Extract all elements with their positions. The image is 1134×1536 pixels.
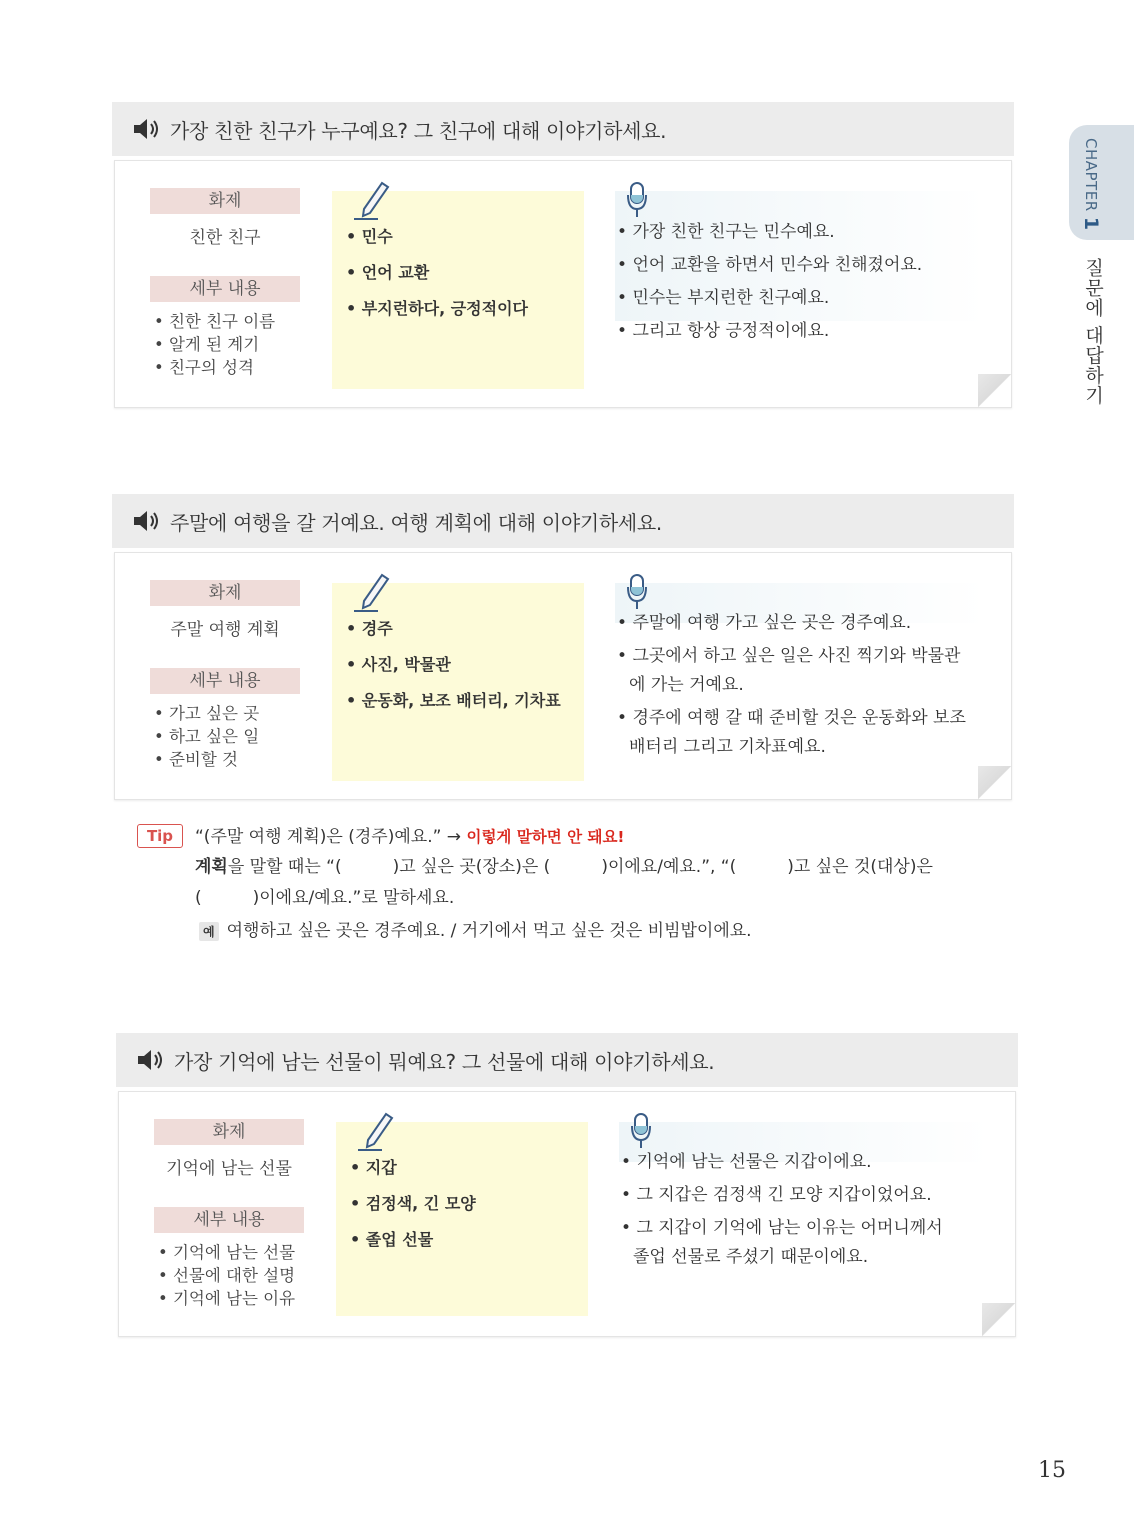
list-item: • 그 지갑이 기억에 남는 이유는 어머니께서 졸업 선물로 주셨기 때문이에요. xyxy=(619,1214,959,1272)
topic-label: 화제 xyxy=(154,1119,304,1145)
list-item: • 부지런하다, 긍정적이다 xyxy=(346,291,528,327)
tip-badge: Tip xyxy=(137,824,183,848)
list-item: • 검정색, 긴 모양 xyxy=(350,1186,476,1222)
tip-example-quote: “(주말 여행 계획)은 (경주)예요.” → xyxy=(195,827,462,847)
list-item: • 기억에 남는 이유 xyxy=(154,1287,304,1310)
page-fold xyxy=(978,374,1012,408)
answer-card xyxy=(118,1091,1016,1337)
microphone-icon xyxy=(625,181,649,221)
topic-column xyxy=(150,580,300,771)
tip-line-2 xyxy=(195,852,995,914)
answer-card xyxy=(114,552,1012,800)
list-item: • 지갑 xyxy=(350,1150,476,1186)
topic-text: 친한 친구 xyxy=(189,228,261,248)
chapter-number: 1 xyxy=(1080,216,1102,231)
question-text: 주말에 여행을 갈 거예요. 여행 계획에 대해 이야기하세요. xyxy=(170,510,662,535)
question-bar xyxy=(112,102,1014,156)
answers-list xyxy=(619,1148,959,1276)
list-item: • 알게 된 계기 xyxy=(150,333,300,356)
page-fold xyxy=(982,1303,1016,1337)
example-badge: 예 xyxy=(199,922,219,941)
topic-text: 주말 여행 계획 xyxy=(170,620,280,640)
topic-text: 기억에 남는 선물 xyxy=(166,1159,292,1179)
list-item: • 가고 싶은 곳 xyxy=(150,702,300,725)
list-item: • 그곳에서 하고 싶은 일은 사진 찍기와 박물관에 가는 거예요. xyxy=(615,642,975,700)
details-list xyxy=(150,702,300,771)
question-bar xyxy=(112,494,1014,548)
notes-box xyxy=(336,1122,588,1316)
list-item: • 기억에 남는 선물은 지갑이에요. xyxy=(619,1148,959,1177)
notes-list xyxy=(346,611,561,719)
list-item: • 친한 친구 이름 xyxy=(150,310,300,333)
details-label: 세부 내용 xyxy=(150,668,300,694)
topic-label: 화제 xyxy=(150,188,300,214)
list-item: • 민수는 부지런한 친구예요. xyxy=(615,284,985,313)
details-label: 세부 내용 xyxy=(154,1207,304,1233)
microphone-icon xyxy=(625,573,649,613)
answer-card xyxy=(114,160,1012,408)
speaker-icon xyxy=(132,509,160,533)
answers-list xyxy=(615,609,975,766)
microphone-icon xyxy=(629,1112,653,1152)
question-text: 가장 친한 친구가 누구예요? 그 친구에 대해 이야기하세요. xyxy=(170,118,667,143)
pencil-icon xyxy=(356,1110,396,1154)
chapter-word: CHAPTER xyxy=(1082,138,1100,212)
list-item: • 선물에 대한 설명 xyxy=(154,1264,304,1287)
topic-column xyxy=(154,1119,304,1310)
list-item: • 주말에 여행 가고 싶은 곳은 경주예요. xyxy=(615,609,975,638)
tip-instruction: 을 말할 때는 “( )고 싶은 곳(장소)은 ( )이에요/예요.”, “( )고 싶은 것(대상)은 ( )이에요/예요.”로 말하세요. xyxy=(195,857,933,908)
notes-list xyxy=(346,219,528,327)
tip-warning: 이렇게 말하면 안 돼요! xyxy=(466,828,625,846)
list-item: • 경주에 여행 갈 때 준비할 것은 운동화와 보조 배터리 그리고 기차표예요. xyxy=(615,704,975,762)
notes-list xyxy=(350,1150,476,1258)
page-number: 15 xyxy=(1038,1458,1066,1483)
example-text: 여행하고 싶은 곳은 경주예요. / 거기에서 먹고 싶은 것은 비빔밥이에요. xyxy=(226,921,752,941)
list-item: • 그리고 항상 긍정적이에요. xyxy=(615,317,985,346)
list-item: • 하고 싶은 일 xyxy=(150,725,300,748)
list-item: • 졸업 선물 xyxy=(350,1222,476,1258)
pencil-icon xyxy=(352,179,392,223)
tip-example xyxy=(199,916,752,941)
list-item: • 친구의 성격 xyxy=(150,356,300,379)
question-bar xyxy=(116,1033,1018,1087)
topic-column xyxy=(150,188,300,379)
chapter-title: 질문에 대답하기 xyxy=(1082,258,1104,406)
list-item: • 운동화, 보조 배터리, 기차표 xyxy=(346,683,561,719)
details-list xyxy=(154,1241,304,1310)
tip-line-1 xyxy=(195,822,624,847)
notes-box xyxy=(332,583,584,781)
notes-box xyxy=(332,191,584,389)
topic-label: 화제 xyxy=(150,580,300,606)
list-item: • 준비할 것 xyxy=(150,748,300,771)
speaker-icon xyxy=(132,117,160,141)
chapter-label xyxy=(1080,138,1102,231)
list-item: • 언어 교환을 하면서 민수와 친해졌어요. xyxy=(615,251,985,280)
pencil-icon xyxy=(352,571,392,615)
list-item: • 가장 친한 친구는 민수예요. xyxy=(615,218,985,247)
list-item: • 사진, 박물관 xyxy=(346,647,561,683)
answers-list xyxy=(615,218,985,350)
list-item: • 언어 교환 xyxy=(346,255,528,291)
list-item: • 경주 xyxy=(346,611,561,647)
list-item: • 기억에 남는 선물 xyxy=(154,1241,304,1264)
list-item: • 그 지갑은 검정색 긴 모양 지갑이었어요. xyxy=(619,1181,959,1210)
page-fold xyxy=(978,766,1012,800)
list-item: • 민수 xyxy=(346,219,528,255)
speaker-icon xyxy=(136,1048,164,1072)
tip-bold-word: 계획 xyxy=(195,857,228,877)
question-text: 가장 기억에 남는 선물이 뭐예요? 그 선물에 대해 이야기하세요. xyxy=(174,1049,715,1074)
details-list xyxy=(150,310,300,379)
details-label: 세부 내용 xyxy=(150,276,300,302)
